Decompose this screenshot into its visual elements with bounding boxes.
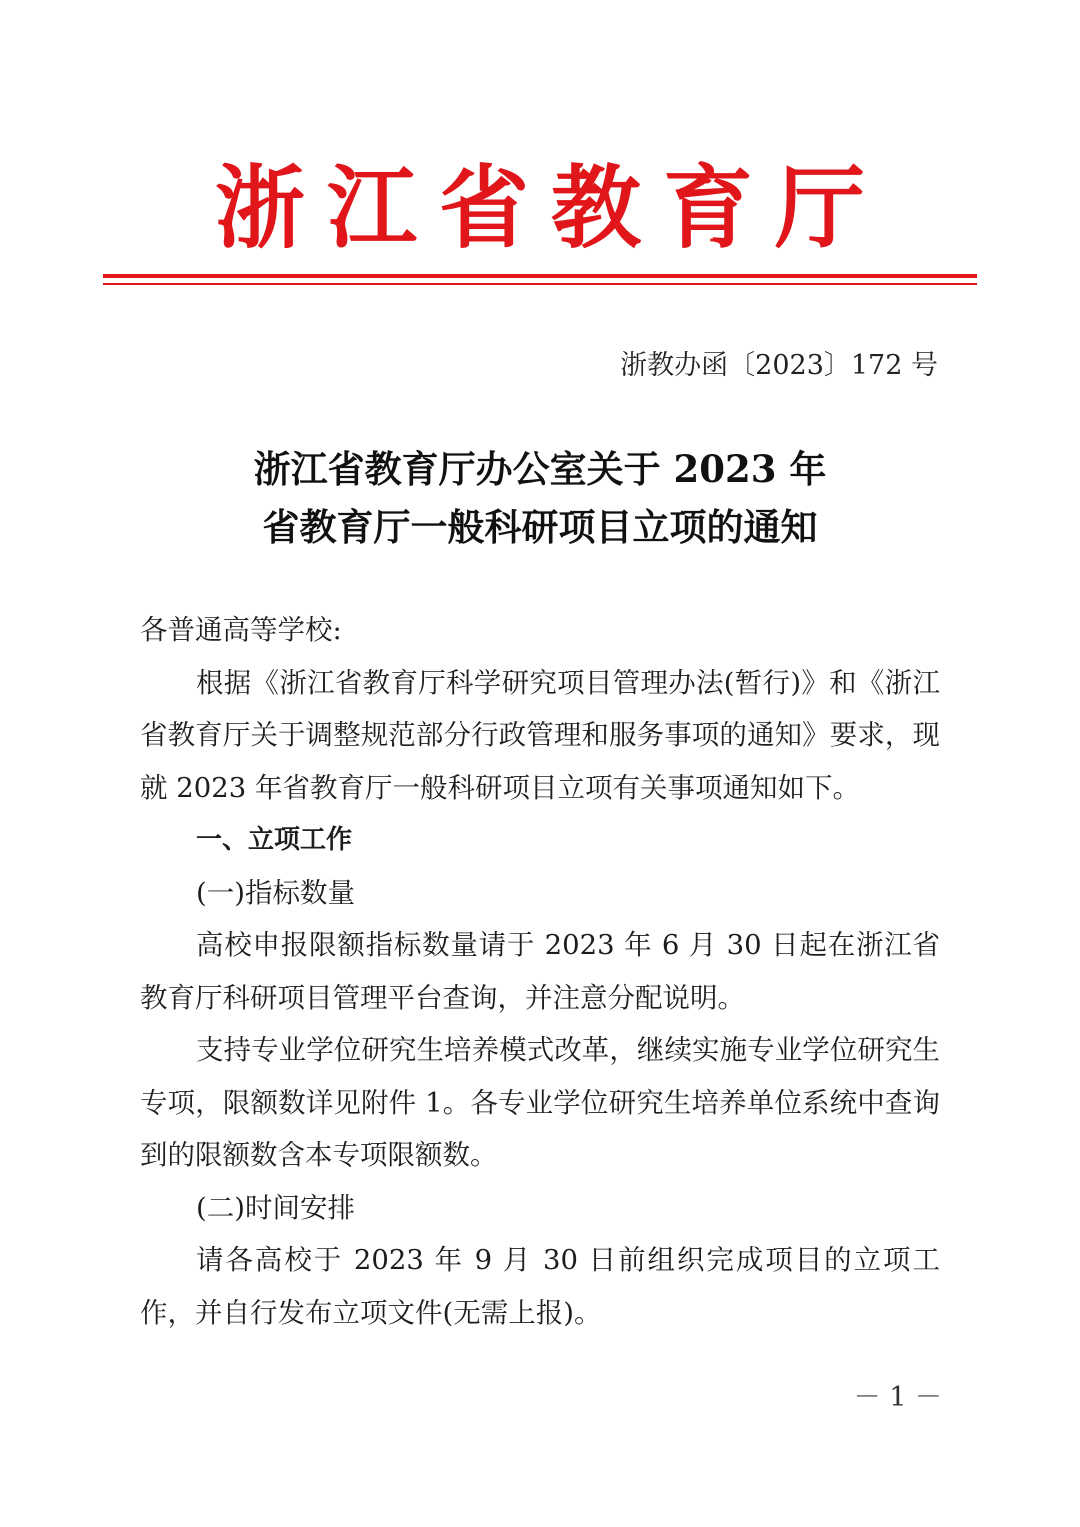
subsection-heading-1: (一)指标数量 [196, 876, 355, 909]
schedule-paragraph: 请各高校于 2023 年 9 月 30 日前组织完成项目的立项工作，并自行发布立项文件(无需上报)。 [140, 1244, 940, 1329]
page-number: － 1 － [853, 1382, 942, 1413]
document-title-line-1: 浙江省教育厅办公室关于 2023 年 [253, 447, 827, 491]
document-body [140, 604, 940, 1339]
masthead-red-rule [103, 274, 977, 278]
document-title [0, 440, 1080, 556]
document-number: 浙教办函〔2023〕172 号 [620, 350, 938, 381]
masthead-org-name: 浙江省教育厅 [215, 155, 887, 261]
quota-paragraph: 高校申报限额指标数量请于 2023 年 6 月 30 日起在浙江省教育厅科研项目管理平台查询，并注意分配说明。 [140, 929, 940, 1014]
document-title-line-2: 省教育厅一般科研项目立项的通知 [262, 505, 818, 549]
subsection-heading-2: (二)时间安排 [196, 1191, 355, 1224]
salutation: 各普通高等学校: [140, 614, 342, 646]
masthead-red-rule-thin [103, 283, 977, 285]
intro-paragraph: 根据《浙江省教育厅科学研究项目管理办法(暂行)》和《浙江省教育厅关于调整规范部分行政管理和服务事项的通知》要求，现就 2023 年省教育厅一般科研项目立项有关事项通知如下。 [140, 666, 940, 804]
section-heading-1: 一、立项工作 [196, 825, 353, 855]
professional-degree-paragraph: 支持专业学位研究生培养模式改革，继续实施专业学位研究生专项，限额数详见附件 1。各专业学位研究生培养单位系统中查询到的限额数含本专项限额数。 [140, 1034, 940, 1171]
